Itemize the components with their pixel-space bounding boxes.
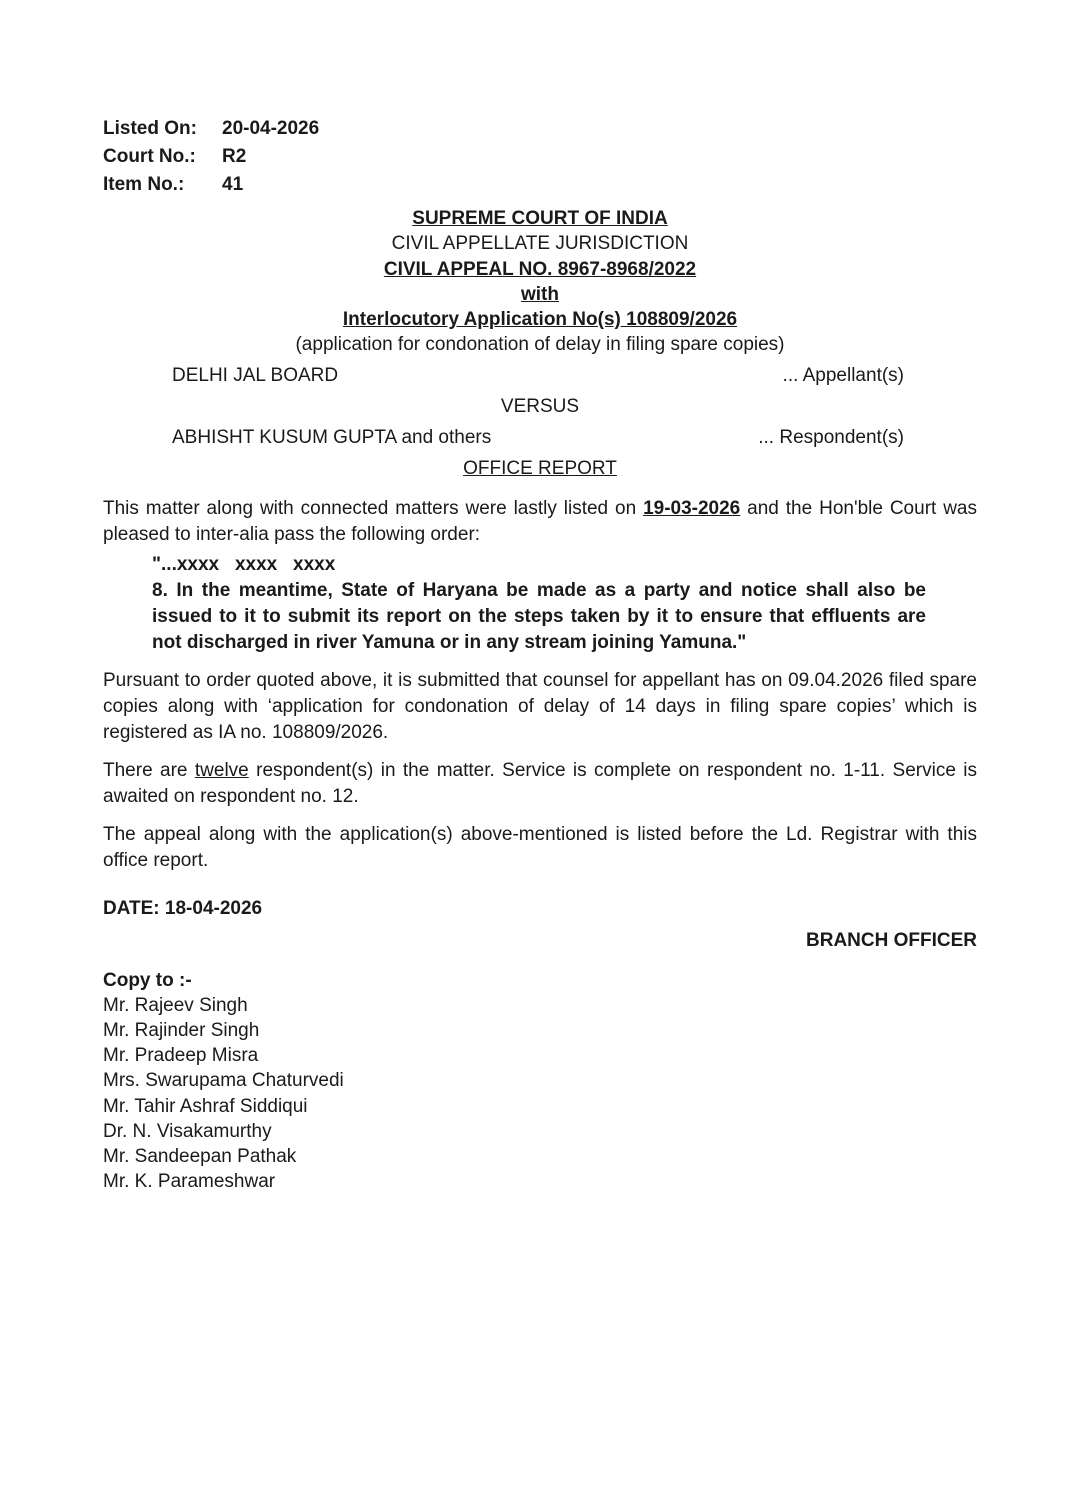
copy-recipient-list (103, 993, 977, 1195)
copy-recipient: Mr. Tahir Ashraf Siddiqui (103, 1095, 308, 1117)
quoted-order-block (103, 552, 977, 656)
copy-recipient: Mr. Rajinder Singh (103, 1019, 260, 1041)
office-report-title-row (103, 453, 977, 484)
office-report-title: OFFICE REPORT (463, 457, 617, 479)
parties-section (103, 360, 977, 484)
respondent-row (103, 422, 977, 453)
paragraph-pursuant: Pursuant to order quoted above, it is submitted that counsel for appellant has on 09.04.2026 filed spare copies along with ‘application for condonation of delay of 14 days in filing spare copies’ which is registered as IA no. 108809/2026. (103, 669, 977, 743)
copy-recipient: Mr. Sandeepan Pathak (103, 1146, 297, 1167)
header-meta (103, 115, 977, 199)
item-no-value: 41 (222, 174, 244, 195)
case-heading (103, 206, 977, 358)
court-title: SUPREME COURT OF INDIA (412, 208, 668, 229)
item-no-label: Item No.: (103, 174, 185, 195)
quoted-order-body: 8. In the meantime, State of Haryana be made as a party and notice shall also be issued to it to submit its report on the steps taken by it to ensure that effluents are not discharged in river Yamuna or in any stream joining Yamuna." (152, 579, 926, 653)
court-no-row (103, 143, 977, 171)
ia-number-line: Interlocutory Application No(s) 108809/2026 (342, 309, 738, 331)
appellant-name: DELHI JAL BOARD (172, 364, 339, 386)
respondent-name: ABHISHT KUSUM GUPTA and others (172, 426, 492, 448)
case-number-line: CIVIL APPEAL NO. 8967-8968/2022 (383, 258, 697, 280)
quoted-order-first-line: "...xxxx xxxx xxxx (152, 553, 336, 575)
branch-officer-line: BRANCH OFFICER (806, 929, 977, 951)
court-no-value: R2 (222, 146, 247, 167)
respondent-role: ... Respondent(s) (758, 426, 904, 448)
listed-on-value: 20-04-2026 (222, 118, 320, 139)
date-line: DATE: 18-04-2026 (103, 897, 263, 919)
versus-line: VERSUS (500, 395, 580, 417)
copy-recipient: Mrs. Swarupama Chaturvedi (103, 1070, 344, 1092)
paragraph-respondents: There are twelve respondent(s) in the matter. Service is complete on respondent no. 1-11. Service is awaited on respondent no. 12. (103, 759, 977, 807)
paragraph-listing: The appeal along with the application(s) above-mentioned is listed before the Ld. Registrar with this office report. (103, 823, 977, 871)
paragraph-lastly-listed: This matter along with connected matters were lastly listed on 19-03-2026 and the Hon'ble Court was pleased to inter-alia pass the following order: (103, 497, 977, 545)
jurisdiction-line: CIVIL APPELLATE JURISDICTION (391, 233, 689, 255)
court-no-label: Court No.: (103, 146, 196, 167)
with-line: with (521, 283, 559, 305)
copy-to-label: Copy to :- (103, 969, 192, 991)
ia-description-line: (application for condonation of delay in filing spare copies) (295, 334, 785, 356)
item-no-row (103, 171, 977, 199)
copy-recipient: Mr. Rajeev Singh (103, 994, 248, 1016)
appellant-row (103, 360, 977, 391)
listed-on-row (103, 115, 977, 143)
listed-on-label: Listed On: (103, 118, 197, 139)
appellant-role: ... Appellant(s) (782, 364, 904, 386)
copy-recipient: Mr. K. Parameshwar (103, 1171, 276, 1193)
copy-recipient: Dr. N. Visakamurthy (103, 1120, 272, 1142)
copy-recipient: Mr. Pradeep Misra (103, 1045, 259, 1067)
